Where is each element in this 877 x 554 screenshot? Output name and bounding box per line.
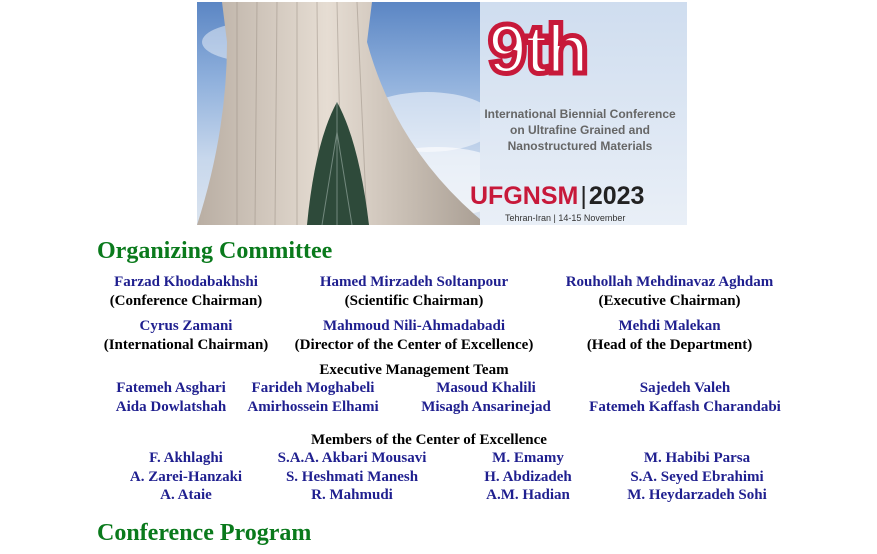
executive-member: Misagh Ansarinejad bbox=[421, 399, 551, 415]
member-role: (Head of the Department) bbox=[586, 337, 753, 353]
member-name: Farzad Khodabakhshi bbox=[114, 274, 258, 290]
year: 2023 bbox=[588, 182, 645, 210]
executive-member: Masoud Khalili bbox=[436, 380, 536, 396]
acronym: UFGNSM bbox=[470, 182, 579, 210]
executive-team-heading: Executive Management Team bbox=[319, 362, 509, 378]
member-role: (Executive Chairman) bbox=[598, 293, 741, 309]
center-member: F. Akhlaghi bbox=[149, 450, 223, 466]
executive-member: Fatemeh Asghari bbox=[116, 380, 226, 396]
center-members-heading: Members of the Center of Excellence bbox=[311, 432, 547, 448]
center-member: S. Heshmati Manesh bbox=[285, 469, 419, 485]
member-role: (Director of the Center of Excellence) bbox=[294, 337, 534, 353]
member-name: Mahmoud Nili-Ahmadabadi bbox=[322, 318, 506, 334]
conference-acronym-year bbox=[470, 182, 644, 211]
conference-program-heading[interactable]: Conference Program bbox=[97, 520, 312, 546]
executive-member: Sajedeh Valeh bbox=[639, 380, 731, 396]
center-member: M. Emamy bbox=[492, 450, 564, 466]
member-name: Rouhollah Mehdinavaz Aghdam bbox=[565, 274, 774, 290]
center-member: M. Heydarzadeh Sohi bbox=[627, 487, 767, 503]
conference-banner bbox=[197, 2, 687, 225]
center-member: H. Abdizadeh bbox=[484, 469, 572, 485]
member-role: (International Chairman) bbox=[103, 337, 269, 353]
center-member: M. Habibi Parsa bbox=[643, 450, 751, 466]
location-dates: Tehran-Iran | 14-15 November bbox=[505, 213, 626, 223]
edition-number: 9th bbox=[488, 10, 587, 88]
conference-full-title: International Biennial Conference on Ultrafine Grained and Nanostructured Materials bbox=[484, 107, 676, 153]
center-member: A. Ataie bbox=[160, 487, 212, 503]
member-role: (Scientific Chairman) bbox=[344, 293, 484, 309]
center-member: A.M. Hadian bbox=[486, 487, 570, 503]
executive-member: Amirhossein Elhami bbox=[247, 399, 379, 415]
member-name: Mehdi Malekan bbox=[618, 318, 721, 334]
azadi-tower-image bbox=[197, 2, 487, 225]
center-member: R. Mahmudi bbox=[311, 487, 393, 503]
executive-member: Farideh Moghabeli bbox=[251, 380, 375, 396]
center-member: S.A. Seyed Ebrahimi bbox=[630, 469, 764, 485]
member-name: Cyrus Zamani bbox=[139, 318, 233, 334]
member-name: Hamed Mirzadeh Soltanpour bbox=[319, 274, 509, 290]
organizing-committee-heading: Organizing Committee bbox=[97, 238, 333, 264]
center-member: S.A.A. Akbari Mousavi bbox=[277, 450, 427, 466]
executive-member: Fatemeh Kaffash Charandabi bbox=[589, 399, 781, 415]
separator: | bbox=[580, 182, 587, 210]
executive-member: Aida Dowlatshah bbox=[115, 399, 227, 415]
member-role: (Conference Chairman) bbox=[109, 293, 263, 309]
center-member: A. Zarei-Hanzaki bbox=[129, 469, 243, 485]
